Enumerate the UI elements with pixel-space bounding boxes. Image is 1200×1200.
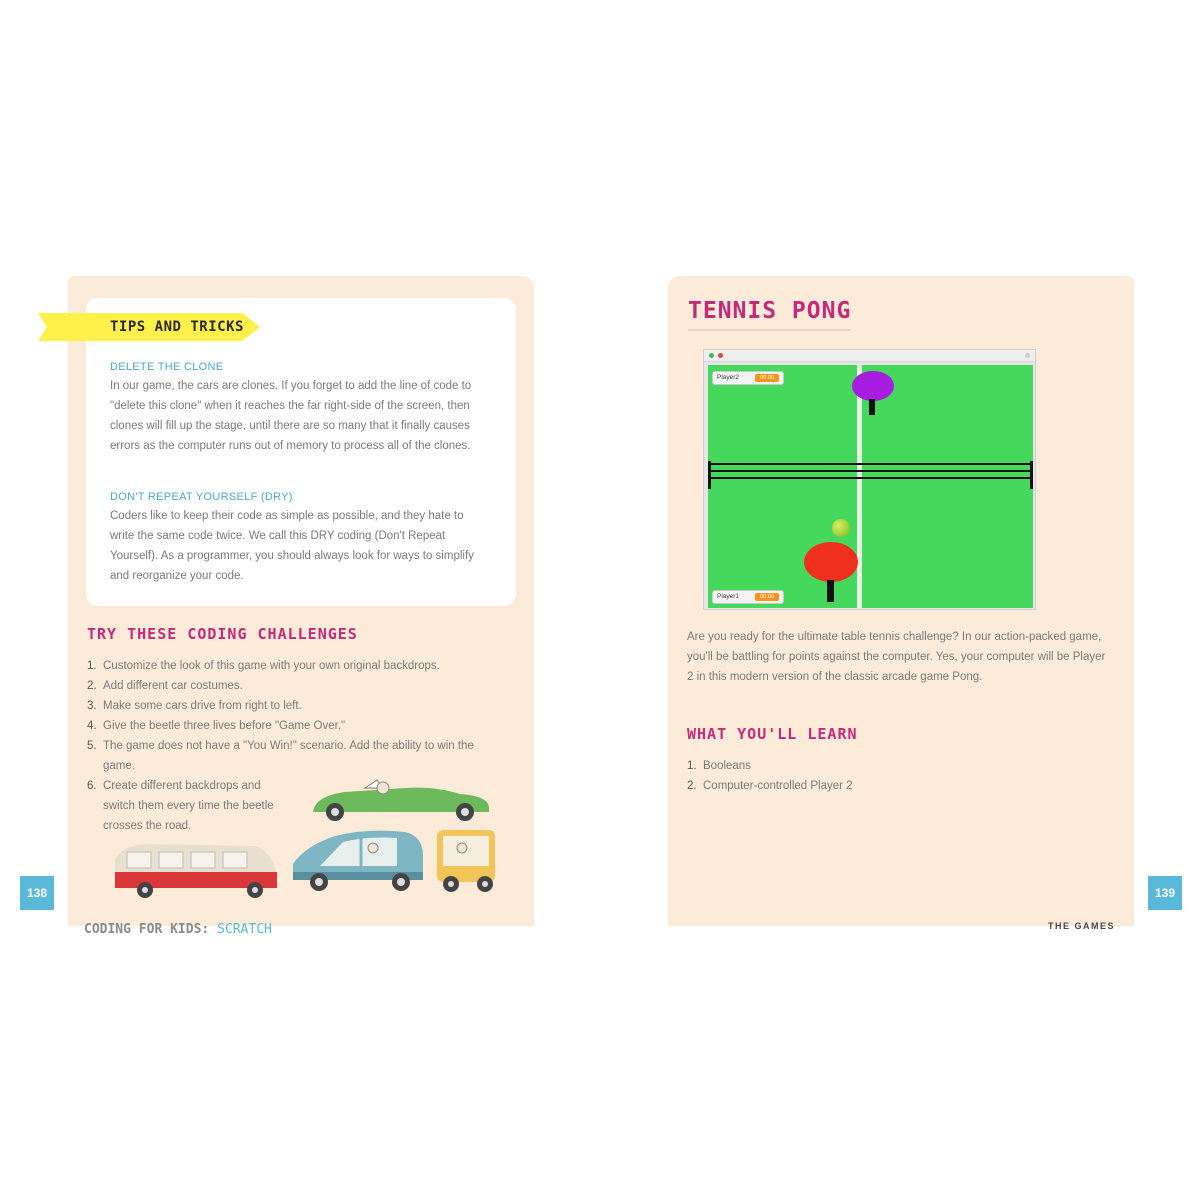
player2-label: Player2 <box>717 374 740 381</box>
game-screenshot <box>703 349 1036 610</box>
footer-section-title: THE GAMES <box>1048 921 1116 931</box>
footer-book-title <box>84 922 272 937</box>
page-number-left: 138 <box>20 876 54 910</box>
player1-score: 00.00 <box>755 593 779 601</box>
purple-paddle-handle <box>869 399 875 415</box>
list-item-text: Add different car costumes. <box>103 680 243 692</box>
footer-title: CODING FOR KIDS: <box>84 922 210 937</box>
intro-paragraph: Are you ready for the ultimate table tennis challenge? In our action-packed game, you'll be battling for points against the computer. Yes, your computer will be Player 2 in this modern version of the classic arcade game Pong. <box>687 631 1106 683</box>
footer-subtitle: SCRATCH <box>217 922 272 937</box>
list-item <box>87 656 497 676</box>
tip-body-delete-clone: In our game, the cars are clones. If you forget to add the line of code to "delete this clone" when it reaches the far right-side of the screen, then clones will fill up the stage, until there are so many that it finally causes errors as the computer runs out of memory to process all of the clones. <box>110 380 472 452</box>
list-item <box>687 776 987 796</box>
blue-sedan-car <box>293 831 423 891</box>
page-title: TENNIS PONG <box>688 298 851 331</box>
red-paddle-icon <box>804 542 858 582</box>
game-titlebar <box>704 350 1035 362</box>
tip-heading-dry: DON'T REPEAT YOURSELF (DRY) <box>110 491 293 503</box>
challenges-heading: TRY THESE CODING CHALLENGES <box>87 625 358 643</box>
player1-label: Player1 <box>717 593 740 600</box>
game-stage <box>708 365 1033 608</box>
list-item-number: 2. <box>687 780 697 792</box>
green-flag-icon <box>709 353 714 358</box>
list-item <box>87 736 497 776</box>
purple-paddle-icon <box>852 371 894 401</box>
list-item-number: 3. <box>87 700 97 712</box>
list-item-text: Booleans <box>703 760 751 772</box>
list-item-text: Computer-controlled Player 2 <box>703 780 853 792</box>
list-item-number: 2. <box>87 680 97 692</box>
player2-score: 00.00 <box>755 374 779 382</box>
list-item <box>87 676 497 696</box>
list-item-text: Customize the look of this game with your own original backdrops. <box>103 660 440 672</box>
tennis-ball-icon <box>832 519 850 537</box>
list-item-number: 1. <box>87 660 97 672</box>
list-item-number: 4. <box>87 720 97 732</box>
tips-title: TIPS AND TRICKS <box>110 319 244 335</box>
list-item <box>687 756 987 776</box>
list-item-number: 5. <box>87 740 97 752</box>
cars-illustration <box>105 772 505 902</box>
page-number-right: 139 <box>1148 876 1182 910</box>
fullscreen-icon <box>1025 353 1030 358</box>
red-paddle-handle <box>827 580 834 602</box>
stop-icon <box>718 353 723 358</box>
list-item-text: Make some cars drive from right to left. <box>103 700 302 712</box>
list-item-text: Give the beetle three lives before "Game Over." <box>103 720 346 732</box>
list-item-text: Create different backdrops and switch them every time the beetle crosses the road. <box>103 780 274 832</box>
red-bus-car <box>115 844 277 898</box>
player2-score-box <box>712 371 784 385</box>
tennis-net <box>708 461 1033 485</box>
tip-body-dry: Coders like to keep their code as simple as possible, and they hate to write the same code twice. We call this DRY coding (Don't Repeat Yourself). As a programmer, you should always look for ways to simplify and reorganize your code. <box>110 510 474 582</box>
learn-list <box>687 756 987 796</box>
list-item <box>87 696 497 716</box>
yellow-van-car <box>437 830 495 892</box>
list-item <box>87 716 497 736</box>
player1-score-box <box>712 590 784 604</box>
list-item-number: 1. <box>687 760 697 772</box>
learn-heading: WHAT YOU'LL LEARN <box>687 725 858 743</box>
center-line <box>857 365 862 608</box>
list-item-number: 6. <box>87 780 97 792</box>
green-roadster-car <box>313 780 489 821</box>
tip-heading-delete-clone: DELETE THE CLONE <box>110 361 224 373</box>
list-item-text: The game does not have a "You Win!" scenario. Add the ability to win the game. <box>103 740 474 772</box>
